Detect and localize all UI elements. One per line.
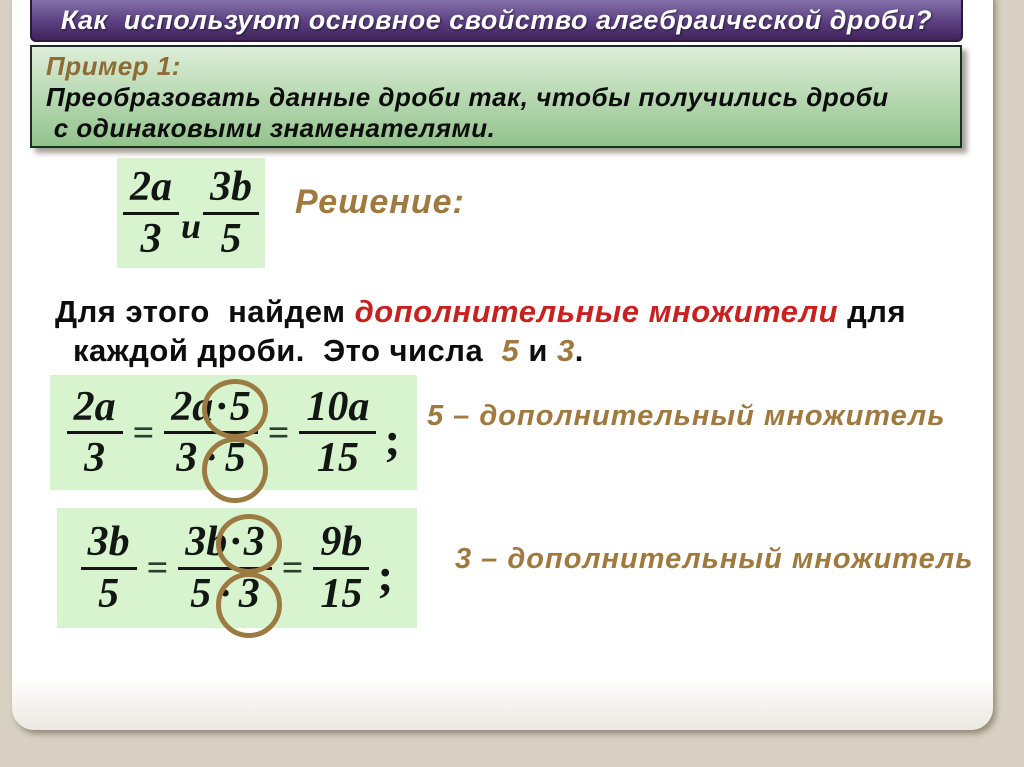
given-fractions-box	[117, 158, 265, 268]
eq1-result-fraction	[299, 385, 376, 480]
equation-box-2	[57, 508, 417, 628]
paragraph-line-2	[55, 331, 985, 370]
circled-factor: 5	[229, 383, 251, 430]
circled-factor: 3	[243, 519, 265, 566]
factor-label-2: 3 – дополнительный множитель	[455, 543, 974, 575]
paragraph-text: для	[838, 294, 907, 329]
fraction-denominator: 15	[320, 570, 363, 617]
fraction-numerator	[178, 520, 272, 564]
example-box	[30, 45, 962, 148]
fraction-numerator: 2a	[129, 164, 172, 211]
fraction-bar	[81, 567, 137, 570]
equals-sign: =	[132, 411, 155, 454]
paragraph-text: Для этого найдем	[55, 294, 355, 329]
fraction-numerator: 2a	[73, 383, 116, 430]
fraction-numerator: 3b	[87, 519, 130, 566]
fraction-denominator: 3	[140, 215, 162, 262]
fraction-denominator: 3	[84, 435, 106, 481]
fraction-numerator: 3b	[210, 164, 253, 211]
equation-box-1	[50, 375, 417, 490]
semicolon: ;	[377, 548, 394, 602]
fraction-numerator: 10a	[306, 383, 370, 430]
denominator-base: 5	[190, 570, 212, 617]
slide-title-bar	[30, 0, 963, 42]
fraction-denominator: 5	[98, 570, 120, 617]
factor-label-1: 5 – дополнительный множитель	[427, 400, 946, 432]
fraction-bar	[67, 431, 123, 434]
highlight-text: дополнительные множители	[354, 294, 839, 329]
circled-factor: 5	[224, 435, 246, 481]
numerator-base: 3b	[185, 519, 228, 566]
example-label: Пример 1:	[46, 51, 181, 81]
fraction-numerator: 9b	[320, 519, 363, 566]
fraction-denominator	[164, 436, 258, 480]
denominator-base: 3	[176, 435, 198, 481]
explanation-paragraph	[55, 292, 985, 370]
paragraph-text: и	[519, 333, 557, 368]
fraction-denominator	[178, 572, 272, 616]
fraction-bar	[164, 431, 258, 434]
eq2-expanded-fraction	[178, 520, 272, 615]
fraction-denominator: 5	[220, 215, 242, 262]
equals-sign: =	[146, 547, 169, 589]
example-task-line1: Преобразовать данные дроби так, чтобы получились дроби	[46, 82, 889, 112]
eq2-result-fraction	[313, 520, 369, 615]
eq1-expanded-fraction	[164, 385, 258, 480]
given-fraction-1	[123, 165, 179, 260]
fraction-bar	[123, 212, 179, 215]
fraction-bar	[313, 567, 369, 570]
fraction-bar	[178, 567, 272, 570]
factor-number-3: 3	[557, 333, 575, 368]
connector-word: и	[180, 206, 202, 246]
solution-heading: Решение:	[295, 183, 465, 221]
paragraph-text: .	[574, 333, 584, 368]
circled-factor: 3	[238, 570, 260, 617]
example-task-line2: с одинаковыми знаменателями.	[46, 113, 496, 143]
numerator-base: 2a	[171, 383, 214, 430]
eq1-start-fraction	[67, 385, 123, 480]
fraction-denominator: 15	[316, 435, 359, 481]
semicolon: ;	[384, 413, 401, 466]
slide-title: Как используют основное свойство алгебраической дроби?	[60, 4, 933, 35]
factor-number-5: 5	[501, 333, 520, 368]
given-fraction-2	[203, 165, 259, 260]
eq2-start-fraction	[81, 520, 137, 615]
multiply-dot: ·	[205, 435, 217, 481]
fraction-numerator	[164, 385, 258, 429]
multiply-dot: ·	[230, 519, 241, 566]
multiply-dot: ·	[216, 383, 227, 430]
paragraph-text: каждой дроби. Это числа	[73, 333, 502, 368]
equals-sign: =	[281, 547, 304, 589]
equals-sign: =	[267, 411, 290, 454]
paragraph-line-1	[55, 292, 985, 331]
fraction-bar	[203, 212, 259, 215]
fraction-bar	[299, 431, 376, 434]
multiply-dot: ·	[219, 570, 231, 617]
